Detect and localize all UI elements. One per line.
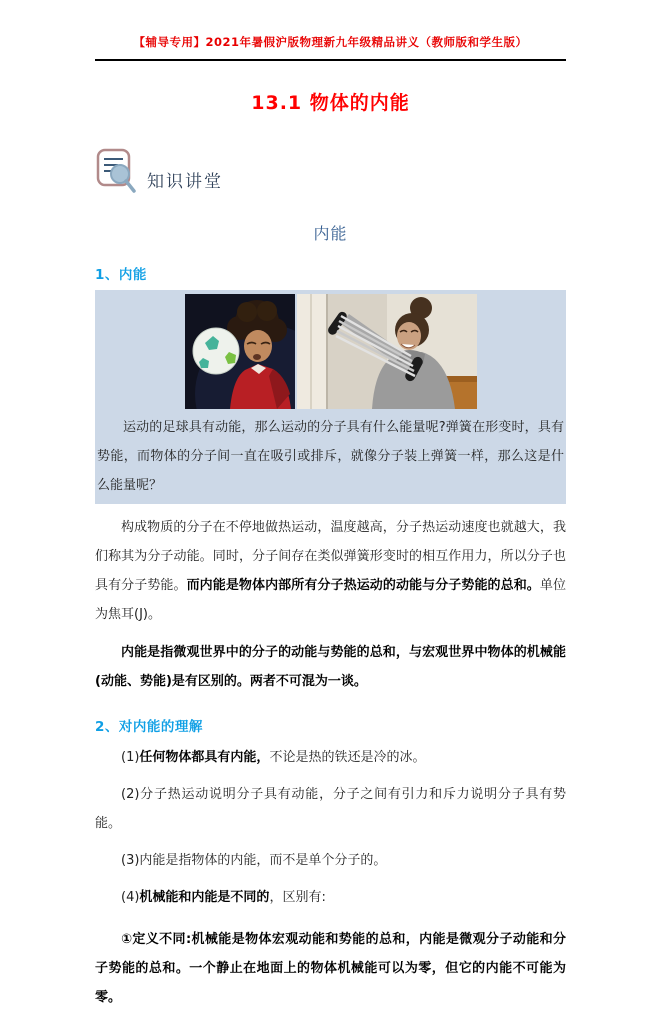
paragraph-molecular-energy bbox=[95, 513, 566, 629]
header-title: 【辅导专用】2021年暑假沪版物理新九年级精品讲义（教师版和学生版） bbox=[133, 35, 528, 49]
chest-expander-photo bbox=[297, 294, 477, 409]
list-item-1 bbox=[95, 743, 566, 772]
photo-panel bbox=[95, 290, 566, 504]
item-prefix: (1) bbox=[121, 750, 140, 765]
item-bold: 机械能和内能是不同的 bbox=[139, 890, 270, 905]
paragraph-micro-macro: 内能是指微观世界中的分子的动能与势能的总和，与宏观世界中物体的机械能(动能、势能)是有区别的。两者不可混为一谈。 bbox=[95, 645, 566, 689]
item-text: ，区别有: bbox=[269, 890, 326, 905]
list-item-2 bbox=[95, 780, 566, 838]
item-text: 分子热运动说明分子具有动能，分子之间有引力和斥力说明分子具有势能。 bbox=[95, 787, 566, 831]
list-item-3 bbox=[95, 846, 566, 875]
note-definition-difference: ①定义不同:机械能是物体宏观动能和势能的总和，内能是微观分子动能和分子势能的总和。一个静止在地面上的物体机械能可以为零，但它的内能不可能为零。 bbox=[95, 932, 566, 1005]
knowledge-banner bbox=[95, 147, 566, 195]
section2-heading: 2、对内能的理解 bbox=[95, 719, 203, 735]
text-run: 构成物质的分子在不停地做热运动，温度越高，分子热运动速度也就越大，我们称其为分子动能。同时，分子间存在类似弹簧形变时的相互作用力，所以分子也具有分子势能。 bbox=[95, 520, 566, 593]
item-text: 内能是指物体的内能，而不是单个分子的。 bbox=[139, 853, 387, 868]
intro-paragraph: 运动的足球具有动能，那么运动的分子具有什么能量呢?弹簧在形变时，具有势能，而物体的分子间一直在吸引或排斥，就像分子装上弹簧一样，那么这是什么能量呢？ bbox=[97, 420, 564, 493]
doc-title: 13.1 物体的内能 bbox=[251, 92, 410, 114]
item-text: 不论是热的铁还是冷的冰。 bbox=[269, 750, 426, 765]
photo-row bbox=[95, 293, 566, 409]
document-magnifier-icon bbox=[95, 147, 137, 195]
text-run: 单位为焦耳(J)。 bbox=[95, 578, 566, 622]
header-divider bbox=[95, 59, 566, 61]
page-header bbox=[95, 34, 566, 61]
item-prefix: (4) bbox=[121, 890, 140, 905]
topic-heading: 内能 bbox=[313, 224, 348, 243]
item-bold: 任何物体都具有内能， bbox=[139, 750, 270, 765]
soccer-header-photo bbox=[185, 294, 295, 409]
section1-heading: 1、内能 bbox=[95, 267, 147, 283]
text-run-bold: 而内能是物体内部所有分子热运动的动能与分子势能的总和。 bbox=[186, 578, 540, 593]
knowledge-banner-label: 知识讲堂 bbox=[147, 172, 223, 192]
list-item-4 bbox=[95, 883, 566, 912]
item-prefix: (2) bbox=[121, 787, 140, 802]
item-prefix: (3) bbox=[121, 853, 140, 868]
